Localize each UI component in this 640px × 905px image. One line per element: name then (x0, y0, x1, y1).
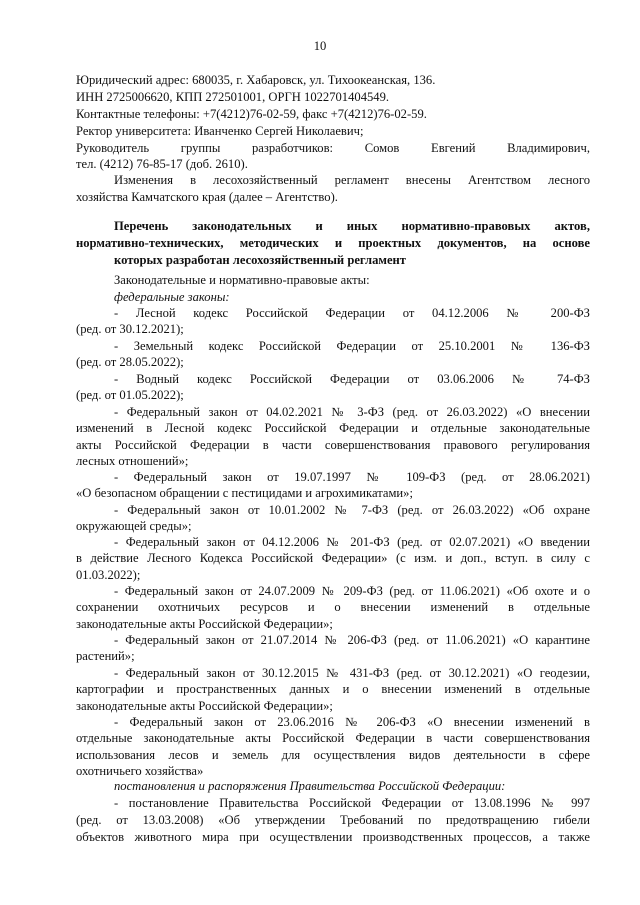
law-item-line: сохранении охотничьих ресурсов и о внесении изменений в отдельные (76, 600, 590, 615)
law-item-line: 01.03.2022); (76, 567, 141, 582)
law-item-first-line: - Федеральный закон от 30.12.2015 № 431-ФЗ (ред. от 30.12.2021) «О геодезии, (114, 666, 590, 680)
federal-laws-label: федеральные законы: (114, 290, 230, 304)
law-item-line: (ред. от 01.05.2022); (76, 388, 184, 403)
changes-line-1: Изменения в лесохозяйственный регламент внесены Агентством лесного (114, 173, 590, 187)
law-item-line: растений»; (76, 649, 135, 664)
gov-item-line-1: - постановление Правительства Российской Федерации от 13.08.1996 № 997 (114, 796, 590, 810)
heading-line-1: Перечень законодательных и иных нормативно-правовых актов, (114, 219, 590, 233)
law-item-first-line: - Земельный кодекс Российской Федерации от 25.10.2001 № 136-ФЗ (114, 339, 590, 353)
page-number: 10 (313, 39, 327, 53)
heading-line-2: нормативно-технических, методических и проектных документов, на основе (76, 236, 590, 250)
rector-line: Ректор университета: Иванченко Сергей Николаевич; (76, 124, 364, 138)
law-item-first-line: - Водный кодекс Российской Федерации от 03.06.2006 № 74-ФЗ (114, 372, 590, 386)
law-item-line: изменений в Лесной кодекс Российской Федерации и отдельные законодательные (76, 421, 590, 436)
legal-address: Юридический адрес: 680035, г. Хабаровск, ул. Тихоокеанская, 136. (76, 73, 436, 87)
section-label: Законодательные и нормативно-правовые акты: (114, 273, 370, 287)
law-item-first-line: - Федеральный закон от 19.07.1997 № 109-ФЗ (ред. от 28.06.2021) (114, 470, 590, 484)
law-item-line: (ред. от 28.05.2022); (76, 355, 184, 370)
law-item-line: отдельные законодательные акты Российской Федерации в части совершенствования (76, 731, 590, 746)
lead-line-2: тел. (4212) 76-85-17 (доб. 2610). (76, 157, 248, 171)
law-item-line: акты Российской Федерации в части совершенствования правового регулирования (76, 437, 590, 452)
law-item-line: «О безопасном обращении с пестицидами и агрохимикатами»; (76, 486, 413, 501)
law-item-line: (ред. от 30.12.2021); (76, 322, 184, 337)
law-item-line: окружающей среды»; (76, 519, 192, 534)
phones-line: Контактные телефоны: +7(4212)76-02-59, факс +7(4212)76-02-59. (76, 107, 427, 121)
inn-line: ИНН 2725006620, КПП 272501001, ОРГН 1022701404549. (76, 90, 390, 104)
law-item-line: охотничьего хозяйства» (76, 763, 204, 778)
law-item-first-line: - Федеральный закон от 23.06.2016 № 206-ФЗ «О внесении изменений в (114, 715, 590, 729)
law-item-first-line: - Федеральный закон от 24.07.2009 № 209-ФЗ (ред. от 11.06.2021) «Об охоте и о (114, 584, 590, 598)
law-item-line: законодательные акты Российской Федерации»; (76, 698, 333, 713)
gov-item-line-2: (ред. от 13.03.2008) «Об утверждении Требований по предотвращению гибели (76, 813, 590, 827)
law-item-first-line: - Федеральный закон от 21.07.2014 № 206-ФЗ (ред. от 11.06.2021) «О карантине (114, 633, 590, 647)
law-item-line: законодательные акты Российской Федерации»; (76, 616, 333, 631)
law-item-first-line: - Лесной кодекс Российской Федерации от 04.12.2006 № 200-ФЗ (114, 306, 590, 320)
law-item-line: в действие Лесного Кодекса Российской Федерации» (с изм. и доп., вступ. в силу с (76, 551, 590, 566)
law-item-line: использования лесов и земель для осуществления видов деятельности в сфере (76, 747, 590, 762)
law-item-first-line: - Федеральный закон от 10.01.2002 № 7-ФЗ (ред. от 26.03.2022) «Об охране (114, 503, 590, 517)
gov-label: постановления и распоряжения Правительства Российской Федерации: (114, 779, 506, 793)
law-item-line: лесных отношений»; (76, 453, 189, 468)
law-item-line: картографии и пространственных данных и о внесении изменений в отдельные (76, 682, 590, 697)
changes-line-2: хозяйства Камчатского края (далее – Агентство). (76, 190, 338, 204)
law-item-first-line: - Федеральный закон от 04.12.2006 № 201-ФЗ (ред. от 02.07.2021) «О введении (114, 535, 590, 549)
gov-item-line-3: объектов животного мира при осуществлении производственных процессов, а также (76, 830, 590, 844)
law-item-first-line: - Федеральный закон от 04.02.2021 № 3-ФЗ (ред. от 26.03.2022) «О внесении (114, 405, 590, 419)
heading-line-3: которых разработан лесохозяйственный регламент (114, 253, 406, 267)
lead-line-1: Руководитель группы разработчиков: Сомов Евгений Владимирович, (76, 141, 590, 155)
